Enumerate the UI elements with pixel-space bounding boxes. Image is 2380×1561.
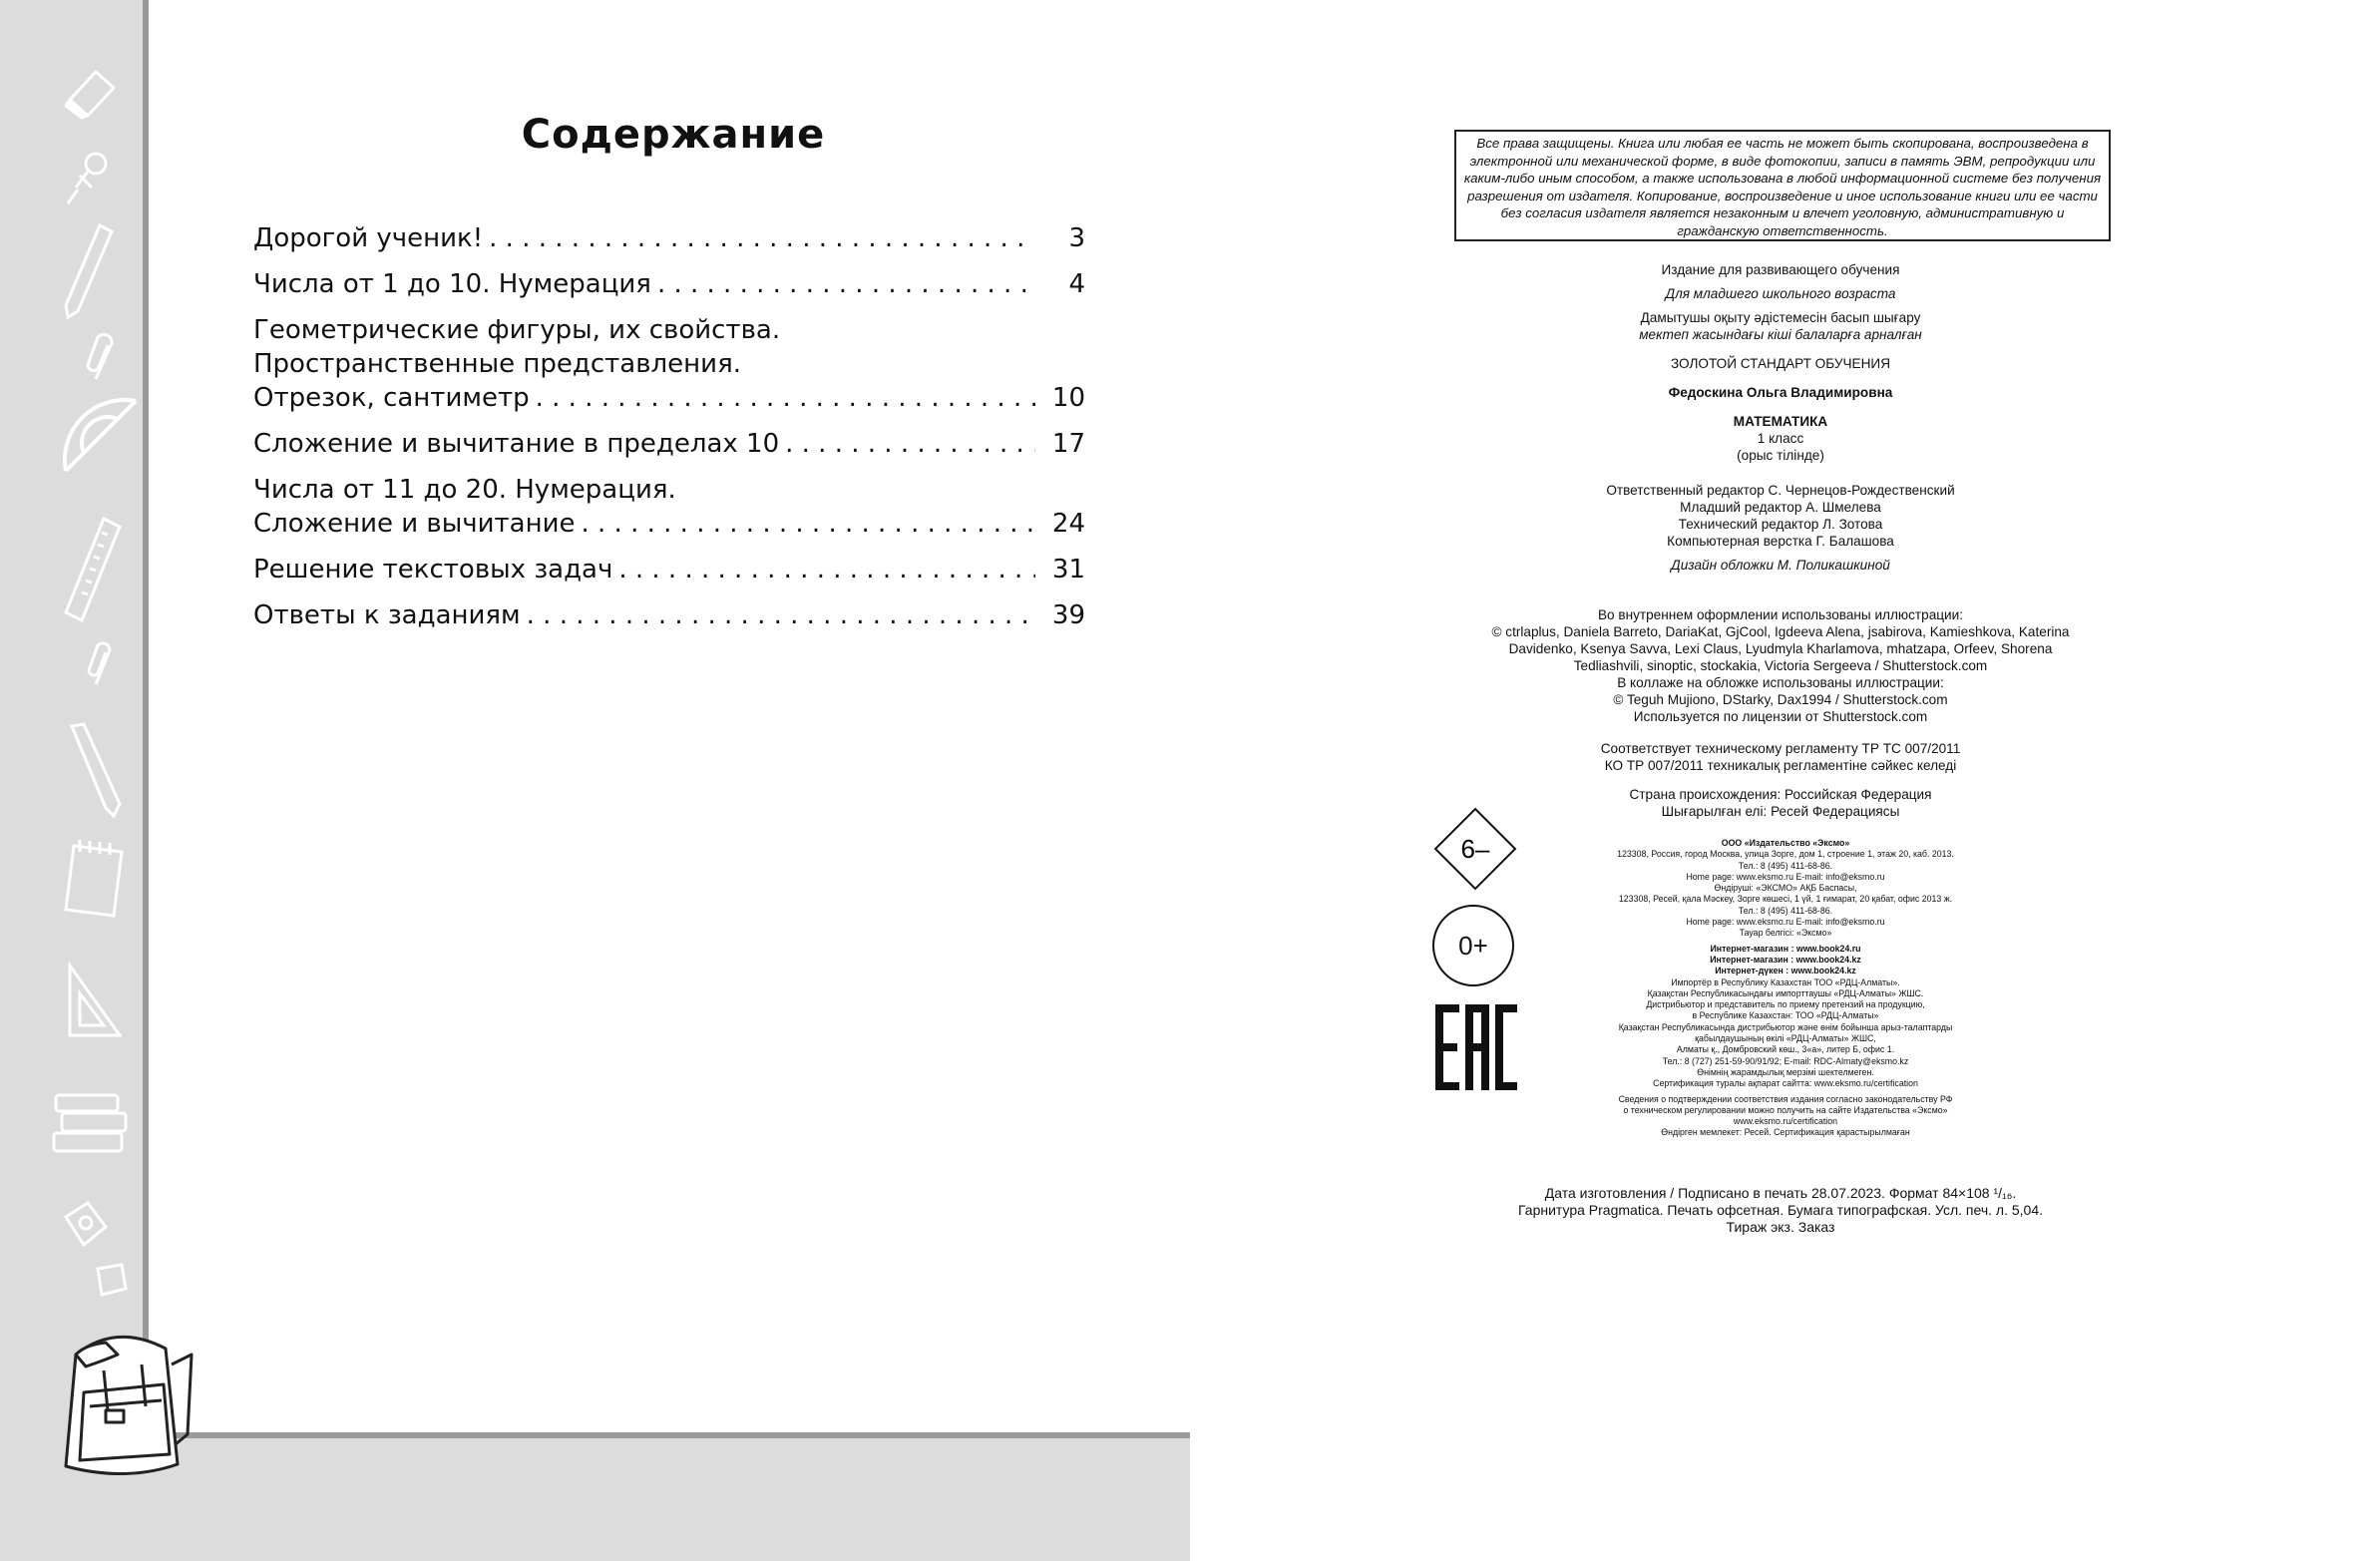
staff-layout: Компьютерная верстка Г. Балашова <box>1667 534 1894 549</box>
publisher-line: Алматы қ., Домбровский көш., 3«а», литер Б, офис 1. <box>1676 1044 1895 1055</box>
credit-line: Tedliashvili, sinoptic, stockakia, Victoria Sergeeva / Shutterstock.com <box>1573 658 1988 673</box>
publisher-line: www.eksmo.ru/certification <box>1733 1116 1838 1127</box>
side-border-line <box>143 0 149 1438</box>
bottom-border-line <box>143 1432 1190 1438</box>
regulation-block <box>1436 740 2125 774</box>
toc-page-number: 4 <box>1068 269 1085 299</box>
credit-line: © ctrlaplus, Daniela Barreto, DariaKat, GjCool, Igdeeva Alena, jsabirova, Kamieshkova, Katerina <box>1491 624 2070 639</box>
clip-icon <box>92 1259 132 1303</box>
toc-page-number: 17 <box>1051 429 1085 459</box>
toc-entry-line: Геометрические фигуры, их свойства. <box>253 315 781 345</box>
origin-line: Страна происхождения: Российская Федерация <box>1629 787 1932 802</box>
toc-entry-title: Сложение и вычитание в пределах 10 <box>253 429 780 459</box>
grade: 1 класс <box>1757 431 1804 446</box>
books-icon <box>50 1089 134 1159</box>
toc-entry-title: Числа от 1 до 10. Нумерация <box>253 269 651 299</box>
publisher-line: Өнімнің жарамдылық мерзімі шектелмеген. <box>1697 1066 1874 1077</box>
regulation-line: КО ТР 007/2011 техникалық регламентіне сәйкес келеді <box>1604 758 1957 773</box>
toc-entry-line: Числа от 11 до 20. Нумерация. <box>253 475 676 505</box>
toc-entry-title: Ответы к заданиям <box>253 600 521 630</box>
toc-page-number: 39 <box>1051 600 1085 630</box>
age-rating-circle-label: 0+ <box>1458 930 1488 961</box>
publisher-line: Қазақстан Республикасында дистрибьютор және өнім бойынша арыз-талаптарды <box>1618 1021 1953 1032</box>
toc-leader-dots <box>618 553 1035 586</box>
author-name: Федоскина Ольга Владимировна <box>1668 385 1893 400</box>
toc-entry-title: Дорогой ученик! <box>253 223 484 253</box>
cover-design: Дизайн обложки М. Поликашкиной <box>1671 558 1890 573</box>
notepad-icon <box>60 836 130 920</box>
toc-entry <box>253 598 1085 632</box>
publisher-line: Home page: www.eksmo.ru E-mail: info@eksmo.ru <box>1686 917 1885 928</box>
age-rating-diamond <box>1433 807 1517 891</box>
regulation-line: Соответствует техническому регламенту ТР ТС 007/2011 <box>1600 741 1961 756</box>
publisher-line: 123308, Россия, город Москва, улица Зорге, дом 1, строение 1, этаж 20, каб. 2013. <box>1617 849 1954 860</box>
toc-leader-dots <box>527 598 1035 632</box>
publisher-line: Қазақстан Республикасындағы импорттаушы «РДЦ-Алматы» ЖШС. <box>1647 987 1924 998</box>
credit-line: Davidenko, Ksenya Savva, Lexi Claus, Lyudmyla Kharlamova, mhatzapa, Orfeev, Shorena <box>1508 641 2053 656</box>
paperclip-icon <box>84 329 124 389</box>
toc-leader-dots <box>657 267 1035 301</box>
age-rating-diamond-label: 6– <box>1460 834 1490 864</box>
publisher-line: Өндірген мемлекет: Ресей. Сертификация қарастырылмаған <box>1661 1127 1910 1138</box>
toc-page-number: 31 <box>1051 555 1085 585</box>
publisher-line: қабылдаушының өкілі «РДЦ-Алматы» ЖШС, <box>1695 1033 1876 1044</box>
toc-page-number: 3 <box>1068 223 1085 253</box>
publisher-line: Тел.: 8 (495) 411-68-86. <box>1738 905 1833 916</box>
credit-line: В коллаже на обложке использованы иллюстрации: <box>1617 675 1944 690</box>
illustration-credits <box>1436 606 2125 725</box>
toc-entry-final-line <box>253 553 1085 586</box>
imprint-block <box>1436 261 2125 574</box>
pen-icon <box>60 720 130 820</box>
toc-entry-final-line <box>253 267 1085 301</box>
toc-entry-final-line <box>253 381 1085 415</box>
toc-entry <box>253 267 1085 301</box>
credit-line: Используется по лицензии от Shutterstock.com <box>1633 709 1928 724</box>
print-info-line: Гарнитура Pragmatica. Печать офсетная. Бумага типографская. Усл. печ. л. 5,04. <box>1518 1202 2043 1218</box>
edition-type: Издание для развивающего обучения <box>1661 262 1900 277</box>
toc-leader-dots <box>536 381 1035 415</box>
toc-entry <box>253 313 1085 415</box>
ruler-icon <box>58 515 128 624</box>
staff-tech-editor: Технический редактор Л. Зотова <box>1678 517 1883 532</box>
toc-title: Содержание <box>521 112 826 158</box>
audience: Для младшего школьного возраста <box>1665 286 1896 301</box>
toc-entry-final-line <box>253 507 1085 541</box>
toc-entry-final-line <box>253 598 1085 632</box>
sharpener-icon <box>58 1197 114 1253</box>
toc-entry <box>253 221 1085 255</box>
backpack-icon <box>46 1315 196 1484</box>
protractor-icon <box>56 391 146 481</box>
publisher-line: 123308, Ресей, қала Мәскеу, Зорге көшесі, 1 үй, 1 ғимарат, 20 қабат, офис 2013 ж. <box>1618 894 1953 905</box>
staff-editor: Ответственный редактор С. Чернецов-Рождественский <box>1606 483 1955 498</box>
publisher-line: о техническом регулировании можно получить на сайте Издательства «Эксмо» <box>1623 1104 1948 1115</box>
toc-entry-title: Отрезок, сантиметр <box>253 383 530 413</box>
kz-edition-line1: Дамытушы оқыту әдістемесін басып шығару <box>1640 310 1921 325</box>
publisher-line: Интернет-магазин : www.book24.ru <box>1710 943 1861 954</box>
toc-entry-line: Пространственные представления. <box>253 349 741 379</box>
print-info-line: Дата изготовления / Подписано в печать 28.07.2023. Формат 84×108 ¹/₁₆. <box>1544 1185 2017 1201</box>
publisher-line: Интернет-дүкен : www.book24.kz <box>1715 966 1856 976</box>
staff-junior-editor: Младший редактор А. Шмелева <box>1680 500 1881 515</box>
toc-page-number: 24 <box>1051 509 1085 539</box>
origin-block <box>1436 786 2125 820</box>
age-rating-circle <box>1432 905 1514 986</box>
eac-mark-icon <box>1433 1000 1517 1094</box>
toc-entry-final-line <box>253 221 1085 255</box>
kz-edition-line2: мектеп жасындағы кіші балаларға арналған <box>1639 327 1922 342</box>
toc-leader-dots <box>489 221 1035 255</box>
publisher-line: ООО «Издательство «Эксмо» <box>1721 838 1850 848</box>
publisher-line: в Республике Казахстан: ТОО «РДЦ-Алматы» <box>1692 1010 1879 1021</box>
publisher-line: Тауар белгісі: «Эксмо» <box>1739 928 1832 939</box>
publisher-line: Сведения о подтверждении соответствия издания согласно законодательству РФ <box>1618 1093 1953 1104</box>
table-of-contents <box>253 221 1085 644</box>
toc-leader-dots <box>582 507 1036 541</box>
toc-entry-title: Сложение и вычитание <box>253 509 576 539</box>
toc-entry-final-line <box>253 427 1085 461</box>
toc-leader-dots <box>785 427 1035 461</box>
publisher-line: Тел.: 8 (495) 411-68-86. <box>1738 860 1833 871</box>
series-name: ЗОЛОТОЙ СТАНДАРТ ОБУЧЕНИЯ <box>1670 356 1891 371</box>
paperclip-small-icon <box>86 638 120 692</box>
toc-entry <box>253 553 1085 586</box>
publisher-line: Өндіруші: «ЭКСМО» АҚБ Баспасы, <box>1714 883 1857 894</box>
toc-page-number: 10 <box>1051 383 1085 413</box>
publisher-line: Интернет-магазин : www.book24.kz <box>1710 954 1861 965</box>
language-note: (орыс тілінде) <box>1737 448 1824 463</box>
copyright-notice: Все права защищены. Книга или любая ее часть не может быть скопирована, воспроизведена в электронной или механической форме, в виде фотокопии, записи в память ЭВМ, репродукции или каким-либо иным способом, а также использована в любой информационной системе без получения разрешения от издателя. Копирование, воспроизведение и иное использование книги или ее части без согласия издателя является незаконным и влечет уголовную, административную и гражданскую ответственность. <box>1454 130 2111 241</box>
print-info-line: Тираж экз. Заказ <box>1726 1219 1835 1235</box>
publisher-line: Дистрибьютор и представитель по приему претензий на продукцию, <box>1646 999 1925 1010</box>
origin-line: Шығарылған елі: Ресей Федерациясы <box>1661 804 1900 819</box>
book-title: МАТЕМАТИКА <box>1733 414 1828 429</box>
publisher-line: Тел.: 8 (727) 251-59-90/91/92; E-mail: RDC-Almaty@eksmo.kz <box>1662 1055 1909 1066</box>
publisher-line: Home page: www.eksmo.ru E-mail: info@eksmo.ru <box>1686 871 1885 882</box>
publisher-info <box>1566 838 2005 1139</box>
print-info <box>1436 1185 2125 1236</box>
set-square-icon <box>62 962 126 1041</box>
credit-line: © Teguh Mujiono, DStarky, Dax1994 / Shutterstock.com <box>1613 692 1948 707</box>
toc-entry-title: Решение текстовых задач <box>253 555 613 585</box>
toc-entry <box>253 473 1085 541</box>
pencil-icon <box>60 221 120 321</box>
publisher-line: Импортёр в Республику Казахстан ТОО «РДЦ-Алматы». <box>1671 976 1900 987</box>
credit-line: Во внутреннем оформлении использованы иллюстрации: <box>1597 607 1964 622</box>
publisher-line: Сертификация туралы ақпарат сайтта: www.eksmo.ru/certification <box>1653 1078 1918 1089</box>
toc-entry <box>253 427 1085 461</box>
